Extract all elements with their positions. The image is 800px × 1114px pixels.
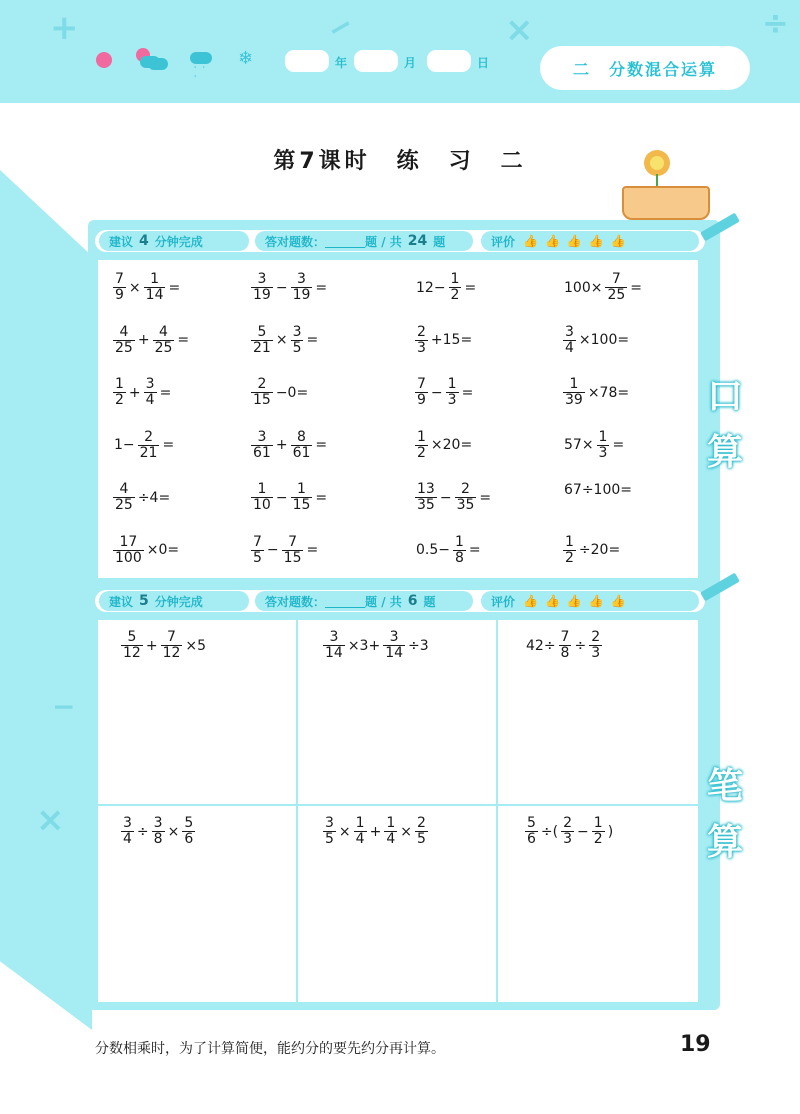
numerator: 1 <box>115 376 124 392</box>
problem-item <box>562 535 622 566</box>
numerator: 2 <box>144 428 154 445</box>
problem-item <box>414 430 474 461</box>
operator: − <box>430 384 443 401</box>
denominator: 14 <box>145 287 164 303</box>
operator: = <box>630 279 643 296</box>
numerator: 1 <box>450 271 460 287</box>
fraction <box>323 816 336 847</box>
operator: −0= <box>275 384 309 401</box>
numerator: 17 <box>119 533 138 550</box>
operator: +15= <box>430 332 473 348</box>
operator: ÷20= <box>578 542 621 558</box>
fraction <box>161 630 183 661</box>
numerator: 1 <box>569 376 579 392</box>
year-field[interactable] <box>285 50 329 72</box>
fraction <box>415 482 437 513</box>
minus-side-icon: − <box>52 690 76 723</box>
section2-suggest-chip: 建议 5 分钟完成 <box>99 591 249 611</box>
page-number: 19 <box>680 1032 711 1057</box>
numerator: 4 <box>119 481 129 497</box>
operator: 42÷ <box>526 637 556 654</box>
operator: = <box>468 542 481 558</box>
denominator: 2 <box>565 549 574 566</box>
numerator: 2 <box>591 629 601 645</box>
fraction <box>561 816 574 847</box>
denominator: 3 <box>563 831 573 847</box>
fraction <box>415 377 428 408</box>
numerator: 5 <box>527 815 536 831</box>
operator: = <box>306 332 319 348</box>
fraction <box>282 535 304 566</box>
operator: ) <box>607 823 614 840</box>
operator: = <box>306 542 319 558</box>
numerator: 5 <box>127 629 137 645</box>
fraction <box>144 272 166 303</box>
problem-item <box>250 272 329 303</box>
denominator: 4 <box>123 831 132 847</box>
numerator: 2 <box>257 376 267 392</box>
section1-suggest-chip: 建议 4 分钟完成 <box>99 231 249 251</box>
left-side-band <box>0 170 92 1030</box>
numerator: 2 <box>416 815 426 831</box>
section2-bar <box>95 590 705 612</box>
fraction <box>251 272 273 303</box>
cloud-icon[interactable] <box>148 58 168 70</box>
denominator: 3 <box>447 392 457 408</box>
fraction <box>592 816 605 847</box>
denominator: 61 <box>292 444 311 461</box>
problem-item <box>112 430 176 461</box>
section1-bar <box>95 230 705 252</box>
operator: × <box>128 279 141 296</box>
problem-item <box>562 272 644 303</box>
section1-score-chip: 答对题数： 题 / 共 24 题 <box>255 231 473 251</box>
fraction <box>384 816 397 847</box>
operator: 12− <box>416 279 446 296</box>
fraction <box>354 816 367 847</box>
denominator: 2 <box>593 831 603 847</box>
rain-icon[interactable]: ' ' ' <box>190 52 214 72</box>
thumbs-up-icon[interactable]: 👍👍👍👍👍 <box>523 234 633 248</box>
fraction <box>138 430 160 461</box>
numerator: 2 <box>563 815 573 831</box>
operator: ×78= <box>587 384 630 401</box>
section1-rating-chip: 评价 👍👍👍👍👍 <box>481 231 699 251</box>
denominator: 4 <box>355 831 365 847</box>
operator: 67÷100= <box>564 482 632 498</box>
denominator: 25 <box>607 287 626 303</box>
operator: × <box>167 823 180 840</box>
fraction <box>251 482 273 513</box>
numerator: 8 <box>297 428 306 445</box>
numerator: 2 <box>417 323 426 340</box>
denominator: 6 <box>527 831 536 847</box>
denominator: 3 <box>598 444 608 461</box>
denominator: 3 <box>591 645 601 661</box>
side-label-bi: 笔 <box>706 766 743 807</box>
denominator: 5 <box>292 339 302 356</box>
fraction <box>563 377 585 408</box>
denominator: 25 <box>115 497 133 513</box>
operator: × <box>275 332 288 348</box>
fraction <box>446 377 459 408</box>
denominator: 4 <box>386 831 396 847</box>
day-field[interactable] <box>427 50 471 72</box>
numerator: 3 <box>297 271 306 287</box>
denominator: 9 <box>417 392 426 408</box>
denominator: 5 <box>416 831 426 847</box>
numerator: 4 <box>119 323 129 340</box>
denominator: 5 <box>253 549 262 566</box>
numerator: 3 <box>292 323 302 340</box>
operator: ÷4= <box>137 489 171 506</box>
fraction <box>153 325 175 356</box>
fraction <box>251 325 273 356</box>
problem-item <box>250 377 310 408</box>
problem-item <box>414 482 493 513</box>
operator: − <box>439 489 452 506</box>
fraction <box>597 430 610 461</box>
fraction <box>559 630 572 661</box>
fraction <box>113 377 126 408</box>
problem-item <box>120 816 196 847</box>
numerator: 5 <box>257 323 267 340</box>
operator: ×3+ <box>347 637 381 654</box>
oral-problems-grid <box>98 260 698 578</box>
sun-icon[interactable] <box>96 52 112 68</box>
denominator: 15 <box>283 549 302 566</box>
fraction <box>113 272 126 303</box>
numerator: 1 <box>257 481 267 497</box>
fraction <box>152 816 165 847</box>
problem-item <box>120 630 208 661</box>
operator: ×20= <box>430 437 473 453</box>
fraction <box>589 630 602 661</box>
operator: + <box>137 332 150 348</box>
operator: = <box>162 437 175 453</box>
book-flower-icon <box>622 150 708 220</box>
problem-item <box>250 535 320 566</box>
fraction <box>455 482 477 513</box>
operator: = <box>479 489 492 506</box>
denominator: 2 <box>417 444 426 461</box>
plus-decoration-icon: + <box>50 8 79 48</box>
problem-item <box>112 325 191 356</box>
denominator: 12 <box>123 645 141 661</box>
numerator: 1 <box>565 533 574 550</box>
operator: = <box>177 332 190 348</box>
side-label-kou: 口 <box>706 376 743 417</box>
problem-item <box>414 325 474 356</box>
numerator: 3 <box>257 271 267 287</box>
problem-item <box>562 430 626 461</box>
denominator: 14 <box>385 645 404 661</box>
denominator: 8 <box>560 645 570 661</box>
denominator: 4 <box>145 392 155 408</box>
fraction <box>415 816 428 847</box>
unit-title: 二 分数混合运算 <box>540 46 750 90</box>
day-label: 日 <box>477 56 490 70</box>
operator: = <box>168 279 181 296</box>
numerator: 7 <box>611 271 621 287</box>
numerator: 7 <box>253 533 262 550</box>
numerator: 3 <box>123 815 132 831</box>
side-label-suan: 算 <box>706 432 743 473</box>
fraction <box>415 325 428 356</box>
numerator: 1 <box>447 376 457 392</box>
numerator: 3 <box>257 428 267 445</box>
operator: + <box>369 823 382 840</box>
problem-item <box>112 535 181 566</box>
operator: ×100= <box>578 332 630 348</box>
numerator: 1 <box>297 481 306 497</box>
operator: ÷ <box>574 637 587 654</box>
month-field[interactable] <box>354 50 398 72</box>
operator: − <box>275 279 288 296</box>
problem-item <box>414 535 483 566</box>
denominator: 12 <box>162 645 181 661</box>
operator: ÷( <box>540 823 559 840</box>
operator: − <box>577 823 589 840</box>
numerator: 1 <box>598 428 608 445</box>
fraction <box>383 630 405 661</box>
numerator: 7 <box>560 629 570 645</box>
numerator: 5 <box>184 815 194 831</box>
operator: = <box>315 489 328 506</box>
fraction <box>291 482 313 513</box>
numerator: 3 <box>389 629 399 645</box>
denominator: 8 <box>153 831 163 847</box>
problem-item <box>250 482 329 513</box>
numerator: 13 <box>417 481 435 497</box>
fraction <box>113 482 135 513</box>
denominator: 6 <box>184 831 194 847</box>
problem-item <box>112 482 172 513</box>
operator: 57× <box>564 437 594 453</box>
denominator: 25 <box>115 339 133 356</box>
denominator: 10 <box>253 497 271 513</box>
problem-item <box>524 630 603 661</box>
fraction <box>291 272 313 303</box>
denominator: 8 <box>455 549 464 566</box>
written-problems-grid <box>98 620 698 1002</box>
denominator: 21 <box>253 339 271 356</box>
operator: ÷ <box>136 823 149 840</box>
denominator: 61 <box>253 444 271 461</box>
numerator: 3 <box>145 376 155 392</box>
operator: = <box>315 437 328 453</box>
numerator: 1 <box>593 815 603 831</box>
denominator: 19 <box>253 287 271 303</box>
fraction <box>251 377 273 408</box>
fraction <box>605 272 627 303</box>
fraction <box>144 377 157 408</box>
operator: = <box>159 384 172 401</box>
problem-item <box>414 272 478 303</box>
fraction <box>113 325 135 356</box>
problem-item <box>414 377 475 408</box>
operator: + <box>275 437 288 453</box>
numerator: 3 <box>329 629 339 645</box>
operator: = <box>315 279 328 296</box>
numerator: 1 <box>417 428 426 445</box>
operator: 0.5− <box>416 542 450 558</box>
fraction <box>121 816 134 847</box>
operator: ×5 <box>185 637 207 654</box>
year-label: 年 <box>335 56 348 70</box>
times-decoration-icon: × <box>505 10 534 50</box>
fraction <box>323 630 345 661</box>
section1-correct-blank[interactable] <box>325 235 365 248</box>
operator: = <box>461 384 474 401</box>
denominator: 100 <box>115 549 142 566</box>
operator: + <box>145 637 158 654</box>
denominator: 19 <box>292 287 311 303</box>
denominator: 39 <box>565 392 583 408</box>
numerator: 1 <box>355 815 365 831</box>
denominator: 15 <box>253 392 271 408</box>
fraction <box>113 535 144 566</box>
footer-tip: 分数相乘时，为了计算简便，能约分的要先约分再计算。 <box>95 1041 445 1057</box>
denominator: 3 <box>417 339 426 356</box>
divide-decoration-icon: ÷ <box>762 4 789 42</box>
month-label: 月 <box>404 56 417 70</box>
fraction <box>291 430 313 461</box>
problem-item <box>322 816 429 847</box>
snow-icon[interactable]: ❄ <box>238 48 254 69</box>
denominator: 9 <box>115 287 124 303</box>
denominator: 35 <box>417 497 435 513</box>
denominator: 25 <box>154 339 173 356</box>
numerator: 3 <box>325 815 334 831</box>
numerator: 7 <box>288 533 298 550</box>
problem-item <box>562 325 631 356</box>
operator: = <box>464 279 477 296</box>
numerator: 1 <box>386 815 396 831</box>
denominator: 21 <box>139 444 158 461</box>
fraction <box>121 630 143 661</box>
fraction <box>291 325 304 356</box>
fraction <box>415 430 428 461</box>
operator: 100× <box>564 279 603 296</box>
denominator: 4 <box>565 339 574 356</box>
numerator: 7 <box>115 271 124 287</box>
thumbs-up-icon[interactable]: 👍👍👍👍👍 <box>523 594 633 608</box>
fraction <box>563 535 576 566</box>
section2-score-chip: 答对题数： 题 / 共 6 题 <box>255 591 473 611</box>
lesson-title: 第7课时 练 习 二 <box>273 149 527 174</box>
problem-item <box>250 325 320 356</box>
fraction <box>251 430 273 461</box>
numerator: 1 <box>150 271 160 287</box>
problem-item <box>524 816 615 847</box>
denominator: 15 <box>292 497 311 513</box>
times-side-icon: × <box>36 800 65 840</box>
numerator: 3 <box>153 815 163 831</box>
problem-item <box>112 377 173 408</box>
denominator: 14 <box>325 645 343 661</box>
numerator: 7 <box>417 376 426 392</box>
operator: × <box>338 823 351 840</box>
denominator: 2 <box>115 392 124 408</box>
operator: 1− <box>114 437 135 453</box>
numerator: 4 <box>159 323 168 340</box>
numerator: 7 <box>167 629 176 645</box>
fraction <box>525 816 538 847</box>
numerator: 1 <box>455 533 464 550</box>
operator: × <box>400 823 412 840</box>
problem-item <box>322 630 431 661</box>
section2-rating-chip: 评价 👍👍👍👍👍 <box>481 591 699 611</box>
numerator: 3 <box>565 323 574 340</box>
operator: ÷3 <box>408 637 429 654</box>
operator: − <box>266 542 279 558</box>
problem-item <box>112 272 182 303</box>
problem-item <box>250 430 329 461</box>
section2-correct-blank[interactable] <box>325 595 365 608</box>
operator: + <box>128 384 141 401</box>
fraction <box>563 325 576 356</box>
side-label-suan-2: 算 <box>706 822 743 863</box>
denominator: 5 <box>325 831 334 847</box>
fraction <box>453 535 466 566</box>
fraction <box>251 535 264 566</box>
minus-decoration-icon: − <box>320 6 361 49</box>
problem-item <box>562 482 634 498</box>
operator: ×0= <box>146 542 180 558</box>
denominator: 2 <box>450 287 460 303</box>
denominator: 35 <box>456 497 475 513</box>
numerator: 2 <box>461 481 470 497</box>
fraction <box>449 272 462 303</box>
fraction <box>182 816 195 847</box>
problem-item <box>562 377 631 408</box>
operator: = <box>612 437 625 453</box>
operator: − <box>275 489 288 506</box>
